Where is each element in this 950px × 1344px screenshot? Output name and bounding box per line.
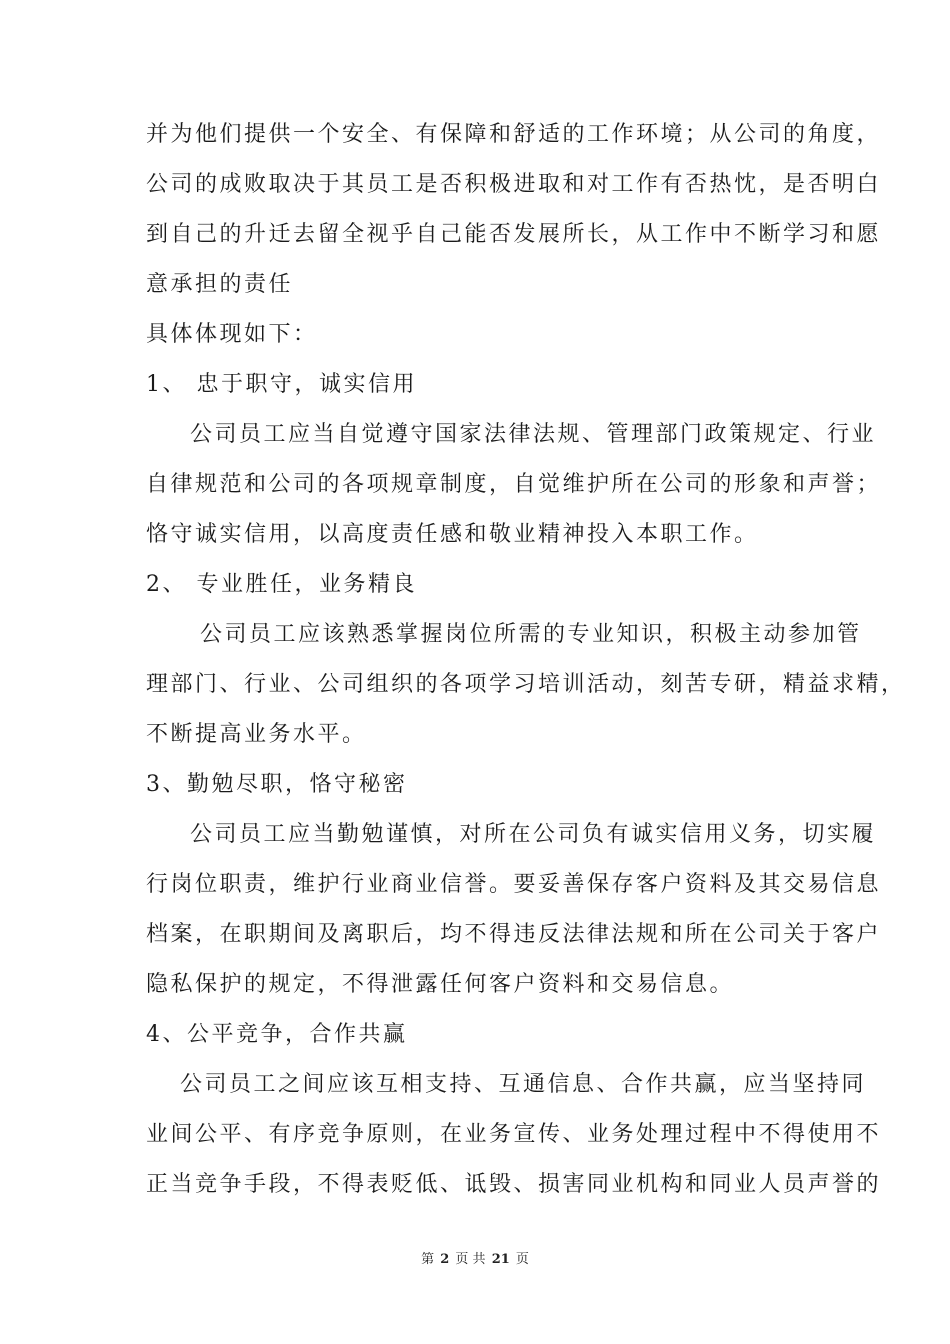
current-page-number: 2 bbox=[440, 1252, 450, 1267]
section-heading-4: 4、公平竞争，合作共赢 bbox=[146, 1022, 408, 1047]
text-line: 档案，在职期间及离职后，均不得违反法律法规和所在公司关于客户 bbox=[146, 922, 882, 947]
text-line: 恪守诚实信用，以高度责任感和敬业精神投入本职工作。 bbox=[146, 522, 759, 547]
page-footer bbox=[0, 1248, 950, 1267]
total-page-count: 21 bbox=[491, 1252, 510, 1267]
text-line: 并为他们提供一个安全、有保障和舒适的工作环境；从公司的角度， bbox=[146, 122, 882, 147]
section-heading-3: 3、勤勉尽职，恪守秘密 bbox=[146, 772, 408, 797]
text-line: 行岗位职责，维护行业商业信誉。要妥善保存客户资料及其交易信息 bbox=[146, 872, 882, 897]
text-line: 正当竞争手段，不得表贬低、诋毁、损害同业机构和同业人员声誉的 bbox=[146, 1172, 882, 1197]
text-line: 业间公平、有序竞争原则，在业务宣传、业务处理过程中不得使用不 bbox=[146, 1122, 882, 1147]
text-line: 公司的成败取决于其员工是否积极进取和对工作有否热忱，是否明白 bbox=[146, 172, 882, 197]
text-line: 不断提高业务水平。 bbox=[146, 722, 367, 747]
footer-middle: 页 共 bbox=[455, 1252, 486, 1267]
text-line: 意承担的责任 bbox=[146, 272, 294, 297]
paragraph-indent-line: 公司员工之间应该互相支持、互通信息、合作共赢，应当坚持同 bbox=[180, 1072, 867, 1097]
text-line: 具体体现如下： bbox=[146, 322, 318, 347]
text-line: 自律规范和公司的各项规章制度，自觉维护所在公司的形象和声誉； bbox=[146, 472, 882, 497]
text-line: 到自己的升迁去留全视乎自己能否发展所长，从工作中不断学习和愿 bbox=[146, 222, 882, 247]
paragraph-indent-line: 公司员工应该熟悉掌握岗位所需的专业知识，积极主动参加管 bbox=[200, 622, 862, 647]
paragraph-indent-line: 公司员工应当勤勉谨慎，对所在公司负有诚实信用义务，切实履 bbox=[190, 822, 877, 847]
footer-suffix: 页 bbox=[515, 1252, 529, 1267]
section-heading-1: 1、 忠于职守，诚实信用 bbox=[146, 372, 417, 397]
paragraph-indent-line: 公司员工应当自觉遵守国家法律法规、管理部门政策规定、行业 bbox=[190, 422, 877, 447]
text-line: 隐私保护的规定，不得泄露任何客户资料和交易信息。 bbox=[146, 972, 735, 997]
text-line: 理部门、行业、公司组织的各项学习培训活动，刻苦专研，精益求精， bbox=[146, 672, 906, 697]
section-heading-2: 2、 专业胜任，业务精良 bbox=[146, 572, 417, 597]
footer-prefix: 第 bbox=[421, 1252, 435, 1267]
